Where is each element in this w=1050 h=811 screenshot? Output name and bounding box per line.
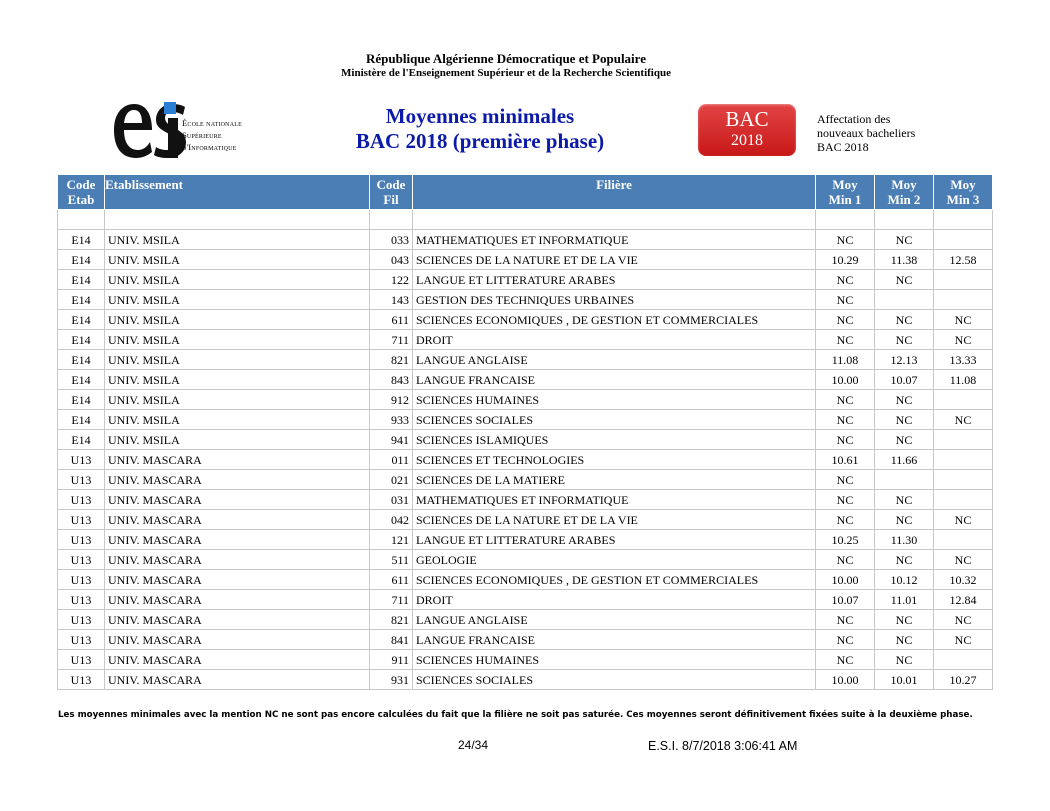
cell-code-etab: U13 [58, 550, 105, 570]
school-name-line1: École nationale [182, 118, 242, 128]
cell-moy-min-1: 10.00 [816, 370, 875, 390]
badge-bac-text: BAC [725, 107, 769, 131]
cell-code-etab: E14 [58, 410, 105, 430]
cell-etablissement: UNIV. MSILA [105, 250, 370, 270]
cell-filiere: DROIT [413, 590, 816, 610]
affectation-line3: BAC 2018 [817, 140, 869, 154]
table-row [58, 650, 993, 670]
cell-moy-min-1: NC [816, 230, 875, 250]
results-table [57, 174, 993, 690]
cell-filiere: SCIENCES HUMAINES [413, 650, 816, 670]
cell-moy-min-3: NC [934, 510, 993, 530]
cell-filiere: LANGUE ANGLAISE [413, 610, 816, 630]
cell-etablissement: UNIV. MSILA [105, 350, 370, 370]
cell-code-fil: 711 [370, 590, 413, 610]
header-etablissement [105, 175, 370, 210]
table-body [58, 210, 993, 690]
cell-moy-min-3: 13.33 [934, 350, 993, 370]
cell-moy-min-3 [934, 270, 993, 290]
table-row [58, 250, 993, 270]
cell-moy-min-3: 10.32 [934, 570, 993, 590]
cell-moy-min-1: 10.00 [816, 670, 875, 690]
cell-moy-min-3: NC [934, 550, 993, 570]
spacer-cell [370, 210, 413, 230]
cell-code-fil: 021 [370, 470, 413, 490]
cell-etablissement: UNIV. MSILA [105, 330, 370, 350]
cell-etablissement: UNIV. MSILA [105, 290, 370, 310]
cell-code-fil: 941 [370, 430, 413, 450]
cell-code-etab: E14 [58, 430, 105, 450]
cell-etablissement: UNIV. MASCARA [105, 470, 370, 490]
spacer-cell [105, 210, 370, 230]
affectation-line2: nouveaux bacheliers [817, 126, 916, 140]
cell-moy-min-1: 10.25 [816, 530, 875, 550]
table-row [58, 290, 993, 310]
table-row [58, 450, 993, 470]
cell-filiere: SCIENCES DE LA MATIERE [413, 470, 816, 490]
cell-moy-min-2: NC [875, 390, 934, 410]
cell-filiere: LANGUE ET LITTERATURE ARABES [413, 270, 816, 290]
cell-moy-min-2: NC [875, 490, 934, 510]
cell-code-etab: E14 [58, 310, 105, 330]
table-row [58, 350, 993, 370]
cell-moy-min-2: NC [875, 270, 934, 290]
cell-code-fil: 043 [370, 250, 413, 270]
cell-filiere: MATHEMATIQUES ET INFORMATIQUE [413, 490, 816, 510]
cell-code-fil: 011 [370, 450, 413, 470]
cell-code-fil: 912 [370, 390, 413, 410]
header-code-fil-l1: Code [376, 177, 406, 192]
cell-moy-min-1: NC [816, 330, 875, 350]
header-code-etab-l2: Etab [67, 192, 95, 207]
cell-filiere: SCIENCES ECONOMIQUES , DE GESTION ET COMMERCIALES [413, 570, 816, 590]
cell-etablissement: UNIV. MASCARA [105, 670, 370, 690]
cell-etablissement: UNIV. MASCARA [105, 510, 370, 530]
republic-line: République Algérienne Démocratique et Populaire [366, 51, 646, 66]
cell-moy-min-2: 11.30 [875, 530, 934, 550]
cell-moy-min-3: NC [934, 310, 993, 330]
cell-code-fil: 611 [370, 570, 413, 590]
cell-etablissement: UNIV. MASCARA [105, 630, 370, 650]
cell-etablissement: UNIV. MASCARA [105, 650, 370, 670]
cell-filiere: MATHEMATIQUES ET INFORMATIQUE [413, 230, 816, 250]
cell-code-fil: 042 [370, 510, 413, 530]
cell-moy-min-1: NC [816, 650, 875, 670]
table-row [58, 630, 993, 650]
cell-etablissement: UNIV. MASCARA [105, 490, 370, 510]
table-row [58, 530, 993, 550]
cell-moy-min-2: 11.01 [875, 590, 934, 610]
cell-moy-min-1: 11.08 [816, 350, 875, 370]
cell-filiere: SCIENCES ET TECHNOLOGIES [413, 450, 816, 470]
cell-moy-min-3: NC [934, 410, 993, 430]
cell-moy-min-1: 10.00 [816, 570, 875, 590]
cell-filiere: GEOLOGIE [413, 550, 816, 570]
header-etablissement-label: Etablissement [105, 177, 183, 192]
school-name-line2: Supérieure [182, 130, 222, 140]
header-filiere-label: Filière [596, 177, 632, 192]
cell-etablissement: UNIV. MASCARA [105, 450, 370, 470]
cell-filiere: LANGUE ET LITTERATURE ARABES [413, 530, 816, 550]
table-row [58, 390, 993, 410]
cell-moy-min-2: 11.66 [875, 450, 934, 470]
table-row [58, 570, 993, 590]
table-row [58, 610, 993, 630]
header-moy1-l2: Min 1 [828, 192, 862, 207]
cell-code-fil: 843 [370, 370, 413, 390]
cell-moy-min-3: NC [934, 630, 993, 650]
cell-moy-min-1: NC [816, 410, 875, 430]
header-moy-min-1 [816, 175, 875, 210]
cell-moy-min-2: 11.38 [875, 250, 934, 270]
cell-moy-min-1: NC [816, 610, 875, 630]
table-row [58, 330, 993, 350]
cell-moy-min-1: NC [816, 630, 875, 650]
table-row [58, 270, 993, 290]
cell-filiere: GESTION DES TECHNIQUES URBAINES [413, 290, 816, 310]
cell-code-fil: 611 [370, 310, 413, 330]
header-code-etab [58, 175, 105, 210]
table-row [58, 510, 993, 530]
cell-code-etab: U13 [58, 570, 105, 590]
cell-code-fil: 911 [370, 650, 413, 670]
document-header [0, 52, 1012, 80]
cell-etablissement: UNIV. MSILA [105, 430, 370, 450]
table-row [58, 410, 993, 430]
cell-code-etab: U13 [58, 650, 105, 670]
cell-filiere: LANGUE FRANCAISE [413, 630, 816, 650]
table-row [58, 430, 993, 450]
header-code-etab-l1: Code [66, 177, 96, 192]
cell-moy-min-3 [934, 390, 993, 410]
cell-moy-min-1: 10.61 [816, 450, 875, 470]
affectation-line1: Affectation des [817, 112, 891, 126]
cell-moy-min-2 [875, 470, 934, 490]
header-moy2-l2: Min 2 [887, 192, 921, 207]
cell-moy-min-3 [934, 490, 993, 510]
cell-filiere: SCIENCES SOCIALES [413, 670, 816, 690]
cell-code-fil: 821 [370, 350, 413, 370]
title-line1: Moyennes minimales [385, 104, 575, 128]
cell-etablissement: UNIV. MSILA [105, 310, 370, 330]
cell-moy-min-2: NC [875, 310, 934, 330]
cell-etablissement: UNIV. MASCARA [105, 610, 370, 630]
ministry-line: Ministère de l'Enseignement Supérieur et de la Recherche Scientifique [341, 67, 671, 79]
cell-etablissement: UNIV. MSILA [105, 270, 370, 290]
cell-code-etab: E14 [58, 230, 105, 250]
school-name [182, 117, 242, 153]
cell-code-etab: E14 [58, 350, 105, 370]
cell-code-etab: E14 [58, 390, 105, 410]
spacer-row [58, 210, 993, 230]
cell-moy-min-2: 10.07 [875, 370, 934, 390]
cell-code-fil: 122 [370, 270, 413, 290]
cell-code-fil: 143 [370, 290, 413, 310]
footnote: Les moyennes minimales avec la mention NC ne sont pas encore calculées du fait que la filière ne soit pas saturée. Ces moyennes seront définitivement fixées suite à la deuxième phase. [58, 710, 973, 720]
page-title [330, 104, 630, 154]
cell-moy-min-3: 11.08 [934, 370, 993, 390]
cell-moy-min-2: 10.01 [875, 670, 934, 690]
cell-moy-min-3 [934, 230, 993, 250]
print-stamp: E.S.I. 8/7/2018 3:06:41 AM [648, 739, 798, 753]
cell-etablissement: UNIV. MSILA [105, 410, 370, 430]
header-moy1-l1: Moy [832, 177, 858, 192]
cell-code-fil: 711 [370, 330, 413, 350]
cell-moy-min-2: NC [875, 550, 934, 570]
table-row [58, 370, 993, 390]
affectation-note [817, 112, 915, 154]
cell-code-etab: U13 [58, 510, 105, 530]
table-row [58, 490, 993, 510]
spacer-cell [413, 210, 816, 230]
table-row [58, 550, 993, 570]
cell-moy-min-1: NC [816, 430, 875, 450]
cell-etablissement: UNIV. MASCARA [105, 590, 370, 610]
cell-moy-min-3: NC [934, 330, 993, 350]
header-moy2-l1: Moy [891, 177, 917, 192]
cell-moy-min-2: NC [875, 610, 934, 630]
cell-moy-min-2: NC [875, 510, 934, 530]
cell-moy-min-2: 10.12 [875, 570, 934, 590]
cell-code-fil: 511 [370, 550, 413, 570]
cell-moy-min-2: NC [875, 630, 934, 650]
cell-filiere: SCIENCES ECONOMIQUES , DE GESTION ET COMMERCIALES [413, 310, 816, 330]
cell-moy-min-1: NC [816, 510, 875, 530]
cell-code-etab: U13 [58, 490, 105, 510]
cell-moy-min-1: NC [816, 490, 875, 510]
cell-moy-min-1: NC [816, 310, 875, 330]
cell-filiere: SCIENCES ISLAMIQUES [413, 430, 816, 450]
cell-code-fil: 821 [370, 610, 413, 630]
cell-code-etab: E14 [58, 250, 105, 270]
cell-moy-min-3: NC [934, 610, 993, 630]
cell-code-etab: E14 [58, 290, 105, 310]
cell-moy-min-1: 10.07 [816, 590, 875, 610]
cell-moy-min-2: NC [875, 650, 934, 670]
cell-moy-min-1: NC [816, 390, 875, 410]
cell-filiere: LANGUE FRANCAISE [413, 370, 816, 390]
title-line2: BAC 2018 (première phase) [355, 129, 605, 153]
cell-code-etab: U13 [58, 470, 105, 490]
cell-moy-min-3 [934, 470, 993, 490]
cell-moy-min-3 [934, 430, 993, 450]
cell-code-etab: U13 [58, 450, 105, 470]
cell-moy-min-3: 12.84 [934, 590, 993, 610]
cell-moy-min-1: NC [816, 270, 875, 290]
cell-filiere: DROIT [413, 330, 816, 350]
table-row [58, 590, 993, 610]
cell-code-fil: 121 [370, 530, 413, 550]
spacer-cell [816, 210, 875, 230]
cell-code-etab: U13 [58, 610, 105, 630]
cell-etablissement: UNIV. MASCARA [105, 570, 370, 590]
cell-moy-min-2: NC [875, 330, 934, 350]
cell-code-etab: E14 [58, 330, 105, 350]
cell-moy-min-3 [934, 290, 993, 310]
badge-year-text: 2018 [731, 132, 763, 149]
cell-etablissement: UNIV. MSILA [105, 370, 370, 390]
cell-code-fil: 933 [370, 410, 413, 430]
cell-moy-min-2 [875, 290, 934, 310]
cell-moy-min-2: NC [875, 430, 934, 450]
cell-moy-min-2: NC [875, 410, 934, 430]
cell-code-fil: 031 [370, 490, 413, 510]
spacer-cell [934, 210, 993, 230]
spacer-cell [875, 210, 934, 230]
cell-moy-min-3: 12.58 [934, 250, 993, 270]
school-name-line3: d'Informatique [182, 142, 237, 152]
header-moy-min-3 [934, 175, 993, 210]
table-header-row [58, 175, 993, 210]
table-row [58, 470, 993, 490]
table-row [58, 230, 993, 250]
header-code-fil [370, 175, 413, 210]
cell-moy-min-2: 12.13 [875, 350, 934, 370]
spacer-cell [58, 210, 105, 230]
cell-moy-min-3 [934, 650, 993, 670]
cell-filiere: SCIENCES DE LA NATURE ET DE LA VIE [413, 510, 816, 530]
cell-moy-min-1: 10.29 [816, 250, 875, 270]
cell-code-etab: U13 [58, 590, 105, 610]
page-number: 24/34 [458, 738, 489, 752]
cell-etablissement: UNIV. MASCARA [105, 550, 370, 570]
cell-code-etab: U13 [58, 670, 105, 690]
cell-moy-min-3: 10.27 [934, 670, 993, 690]
header-moy-min-2 [875, 175, 934, 210]
cell-code-etab: E14 [58, 270, 105, 290]
cell-filiere: SCIENCES HUMAINES [413, 390, 816, 410]
cell-code-fil: 033 [370, 230, 413, 250]
cell-moy-min-3 [934, 530, 993, 550]
cell-moy-min-1: NC [816, 290, 875, 310]
cell-moy-min-3 [934, 450, 993, 470]
header-moy3-l2: Min 3 [946, 192, 980, 207]
cell-code-fil: 841 [370, 630, 413, 650]
cell-code-etab: U13 [58, 530, 105, 550]
cell-etablissement: UNIV. MSILA [105, 230, 370, 250]
cell-code-etab: E14 [58, 370, 105, 390]
table-row [58, 670, 993, 690]
cell-moy-min-2: NC [875, 230, 934, 250]
cell-code-fil: 931 [370, 670, 413, 690]
header-code-fil-l2: Fil [383, 192, 399, 207]
table-row [58, 310, 993, 330]
cell-filiere: SCIENCES DE LA NATURE ET DE LA VIE [413, 250, 816, 270]
cell-etablissement: UNIV. MSILA [105, 390, 370, 410]
cell-moy-min-1: NC [816, 550, 875, 570]
bac-badge [698, 104, 796, 156]
cell-code-etab: U13 [58, 630, 105, 650]
cell-etablissement: UNIV. MASCARA [105, 530, 370, 550]
header-filiere [413, 175, 816, 210]
cell-filiere: LANGUE ANGLAISE [413, 350, 816, 370]
header-moy3-l1: Moy [950, 177, 976, 192]
cell-moy-min-1: NC [816, 470, 875, 490]
cell-filiere: SCIENCES SOCIALES [413, 410, 816, 430]
